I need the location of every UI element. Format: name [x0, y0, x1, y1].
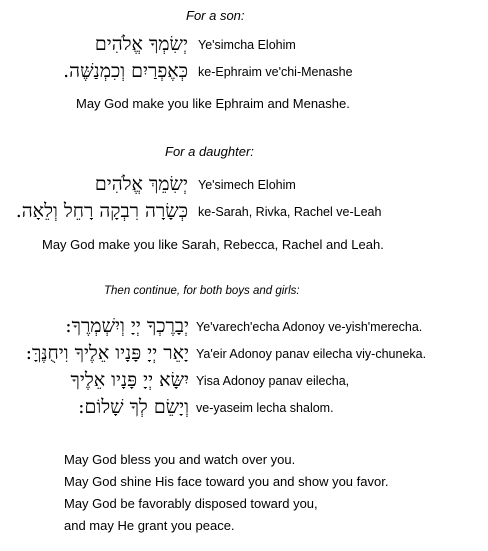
son-translit-line-2: ke-Ephraim ve'chi-Menashe	[198, 65, 353, 79]
son-hebrew-line-2: כְּאֶפְרַיִם וְכִמְנַשֶּׁה.	[63, 60, 188, 82]
daughter-english: May God make you like Sarah, Rebecca, Rachel and Leah.	[42, 237, 384, 252]
both-translit-line-4: ve-yaseim lecha shalom.	[196, 401, 334, 415]
both-translit-line-3: Yisa Adonoy panav eilecha,	[196, 374, 350, 388]
both-translit-line-1: Ye'varech'echa Adonoy ve-yish'merecha.	[196, 320, 423, 334]
son-translit-line-1: Ye'simcha Elohim	[198, 38, 296, 52]
daughter-translit-line-1: Ye'simech Elohim	[198, 178, 296, 192]
both-translit-line-2: Ya'eir Adonoy panav eilecha viy-chuneka.	[196, 347, 427, 361]
both-hebrew-line-3: יִשָּׂא יְיָ פָּנָיו אֵלֶיךָ	[70, 369, 189, 391]
son-hebrew-line-1: יְשִׂמְךָ אֱלֹהִים	[94, 33, 188, 55]
daughter-hebrew-line-2: כְּשָׂרָה רִבְקָה רָחֵל וְלֵאָה.	[15, 200, 188, 222]
son-heading: For a son:	[186, 8, 245, 23]
son-english: May God make you like Ephraim and Menashe.	[76, 96, 350, 111]
both-english-line-4: and may He grant you peace.	[64, 518, 235, 533]
both-hebrew-line-2: יָאֵר יְיָ פָּנָיו אֵלֶיךָ וִיחֻנֶּךָּ:	[25, 342, 189, 364]
both-hebrew-line-1: יְבָרֶכְךָ יְיָ וְיִשְׁמְרֶךָ:	[65, 315, 189, 337]
both-english-line-2: May God shine His face toward you and show you favor.	[64, 474, 389, 489]
daughter-heading: For a daughter:	[165, 144, 254, 159]
both-heading: Then continue, for both boys and girls:	[104, 285, 300, 297]
both-english-line-1: May God bless you and watch over you.	[64, 452, 296, 467]
daughter-translit-line-2: ke-Sarah, Rivka, Rachel ve-Leah	[198, 205, 382, 219]
daughter-hebrew-line-1: יְשִׂמֵךְ אֱלֹהִים	[94, 173, 188, 195]
both-english-line-3: May God be favorably disposed toward you,	[64, 496, 318, 511]
both-hebrew-line-4: וְיָשֵׂם לְךָ שָׁלוֹם:	[78, 396, 189, 418]
